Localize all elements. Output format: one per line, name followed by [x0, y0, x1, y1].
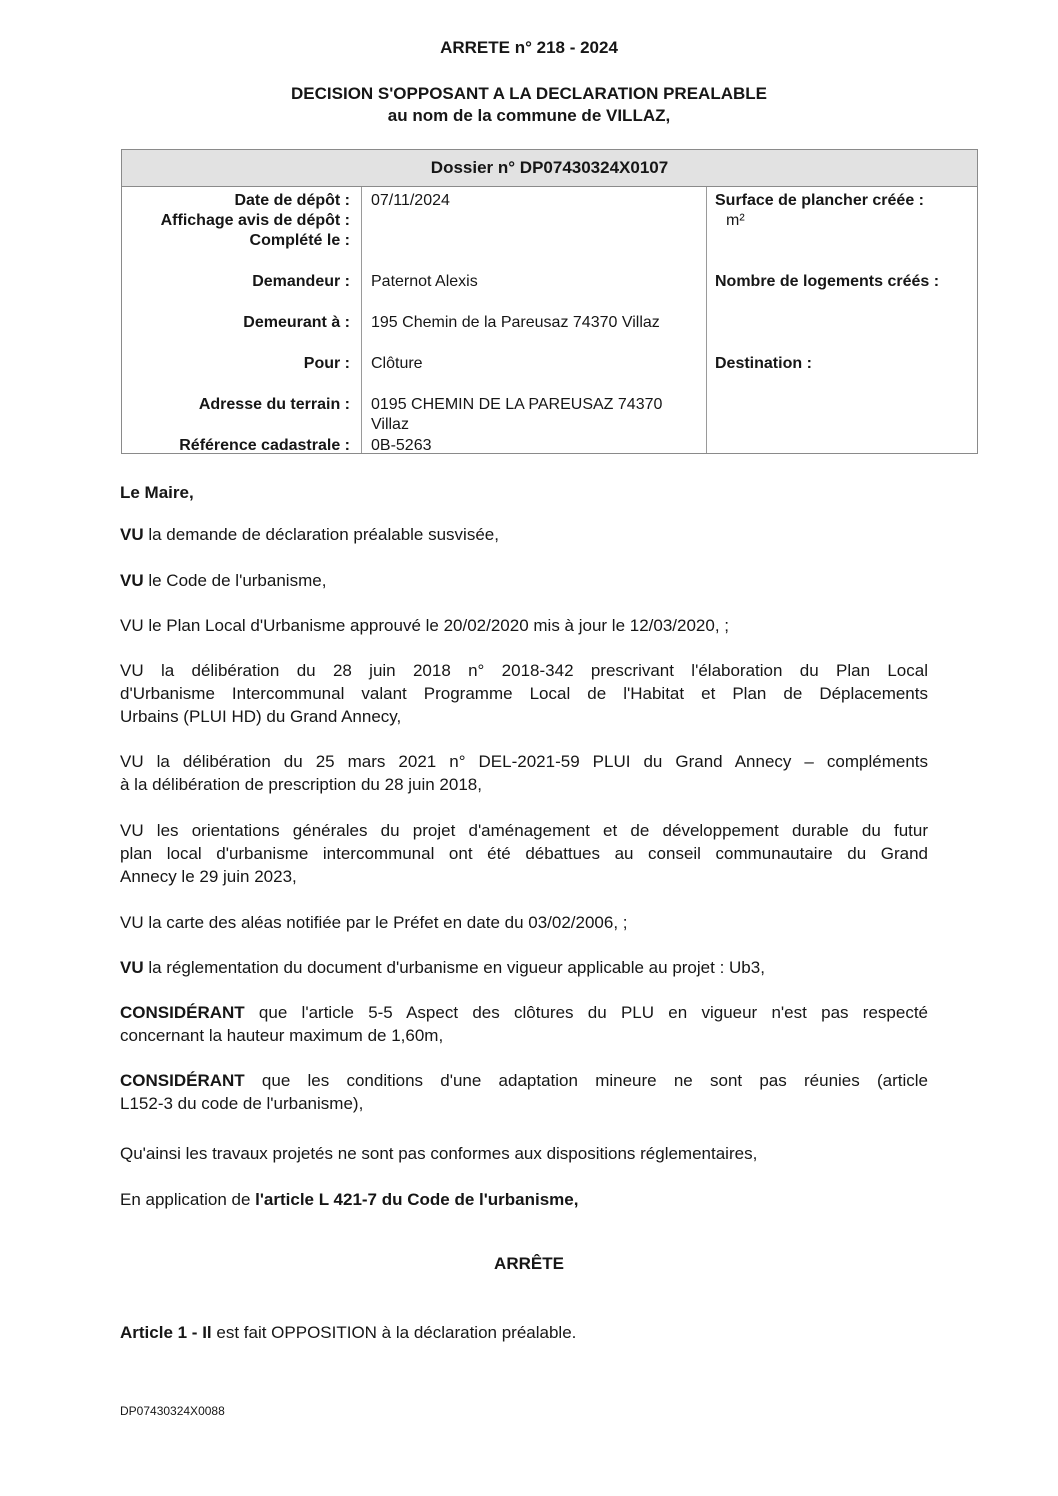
- considerant-adaptation-line1: [120, 1069, 928, 1092]
- dossier-title: Dossier n° DP07430324X0107: [122, 150, 977, 187]
- qu-ainsi: Qu'ainsi les travaux projetés ne sont pas conformes aux dispositions réglementaires,: [120, 1144, 758, 1163]
- dossier-box: [121, 149, 978, 454]
- label-date-depot: Date de dépôt :: [234, 192, 350, 209]
- considerant-clotures-line1: [120, 1001, 928, 1024]
- application-text: En application de: [120, 1190, 256, 1209]
- value-demandeur: Paternot Alexis: [371, 273, 478, 290]
- vu-code: [120, 569, 928, 592]
- application-article-ref: l'article L 421-7 du Code de l'urbanisme,: [255, 1190, 579, 1209]
- label-reference: Référence cadastrale :: [179, 437, 350, 454]
- commune-subtitle: au nom de la commune de VILLAZ,: [387, 106, 671, 125]
- vu-orientations-line1: VU les orientations générales du projet d'aménagement et de développement durable du futur: [120, 821, 928, 840]
- label-surface-plancher: Surface de plancher créée :: [715, 192, 924, 209]
- vu-orientations-line3: Annecy le 29 juin 2023,: [120, 867, 297, 886]
- application-article: [120, 1188, 928, 1211]
- vu-demande: [120, 523, 928, 546]
- vu-code-text: le Code de l'urbanisme,: [143, 571, 327, 590]
- considerant-keyword: CONSIDÉRANT: [120, 1071, 245, 1090]
- label-demeurant: Demeurant à :: [243, 314, 350, 331]
- vu-deliberation-2018-line1: VU la délibération du 28 juin 2018 n° 2018-342 prescrivant l'élaboration du Plan Local: [120, 661, 928, 680]
- label-nombre-logements: Nombre de logements créés :: [715, 273, 940, 290]
- value-adresse-line2: Villaz: [371, 416, 409, 433]
- vu-carte-aleas: VU la carte des aléas notifiée par le Préfet en date du 03/02/2006, ;: [120, 913, 628, 932]
- considerant-clotures: [120, 1001, 928, 1047]
- considerant-clotures-line2: concernant la hauteur maximum de 1,60m,: [120, 1026, 444, 1045]
- column-divider-left: [361, 187, 362, 453]
- value-adresse-line1: 0195 CHEMIN DE LA PAREUSAZ 74370: [371, 396, 663, 413]
- considerant-adaptation-line2: L152-3 du code de l'urbanisme),: [120, 1094, 364, 1113]
- vu-keyword: VU: [120, 571, 144, 590]
- arrete-number: ARRETE n° 218 - 2024: [440, 38, 618, 57]
- vu-deliberation-2021-line1: VU la délibération du 25 mars 2021 n° DEL-2021-59 PLUI du Grand Annecy – compléments: [120, 752, 928, 771]
- label-destination: Destination :: [715, 355, 812, 372]
- label-pour: Pour :: [303, 355, 350, 372]
- value-reference: 0B-5263: [371, 437, 432, 454]
- label-complete: Complété le :: [249, 232, 350, 249]
- vu-orientations: [120, 819, 928, 888]
- vu-reglementation-text: la réglementation du document d'urbanisme en vigueur applicable au projet : Ub3,: [143, 958, 765, 977]
- vu-deliberation-2018: [120, 659, 928, 728]
- vu-deliberation-2021: [120, 750, 928, 796]
- decision-title: DECISION S'OPPOSANT A LA DECLARATION PREALABLE: [291, 84, 767, 103]
- vu-deliberation-2018-line3: Urbains (PLUI HD) du Grand Annecy,: [120, 707, 402, 726]
- article-1-text: est fait OPPOSITION à la déclaration préalable.: [211, 1323, 577, 1342]
- value-date-depot: 07/11/2024: [371, 192, 450, 209]
- value-demeurant: 195 Chemin de la Pareusaz 74370 Villaz: [371, 314, 660, 331]
- vu-deliberation-2018-line2: d'Urbanisme Intercommunal valant Programme Local de l'Habitat et Plan de Déplacements: [120, 684, 928, 703]
- article-1: [120, 1321, 928, 1344]
- considerant-adaptation: [120, 1069, 928, 1115]
- label-adresse: Adresse du terrain :: [198, 396, 350, 413]
- considerant-adaptation-text: que les conditions d'une adaptation mineure ne sont pas réunies (article: [244, 1071, 928, 1090]
- label-demandeur: Demandeur :: [252, 273, 350, 290]
- vu-orientations-line2: plan local d'urbanisme intercommunal ont été débattues au conseil communautaire du Grand: [120, 844, 928, 863]
- vu-keyword: VU: [120, 525, 144, 544]
- arrete-heading: ARRÊTE: [494, 1254, 564, 1273]
- vu-demande-text: la demande de déclaration préalable susvisée,: [143, 525, 499, 544]
- le-maire: Le Maire,: [120, 483, 194, 502]
- footer-reference: DP07430324X0088: [120, 1404, 225, 1418]
- vu-keyword: VU: [120, 958, 144, 977]
- value-surface-unit: m²: [726, 212, 745, 229]
- vu-deliberation-2021-line2: à la délibération de prescription du 28 juin 2018,: [120, 775, 482, 794]
- value-pour: Clôture: [371, 355, 423, 372]
- article-1-label: Article 1 - Il: [120, 1323, 212, 1342]
- vu-reglementation: [120, 956, 928, 979]
- column-divider-right: [706, 187, 707, 453]
- label-affichage: Affichage avis de dépôt :: [160, 212, 350, 229]
- considerant-clotures-text: que l'article 5-5 Aspect des clôtures du PLU en vigueur n'est pas respecté: [244, 1003, 928, 1022]
- considerant-keyword: CONSIDÉRANT: [120, 1003, 245, 1022]
- vu-plu: VU le Plan Local d'Urbanisme approuvé le 20/02/2020 mis à jour le 12/03/2020, ;: [120, 616, 730, 635]
